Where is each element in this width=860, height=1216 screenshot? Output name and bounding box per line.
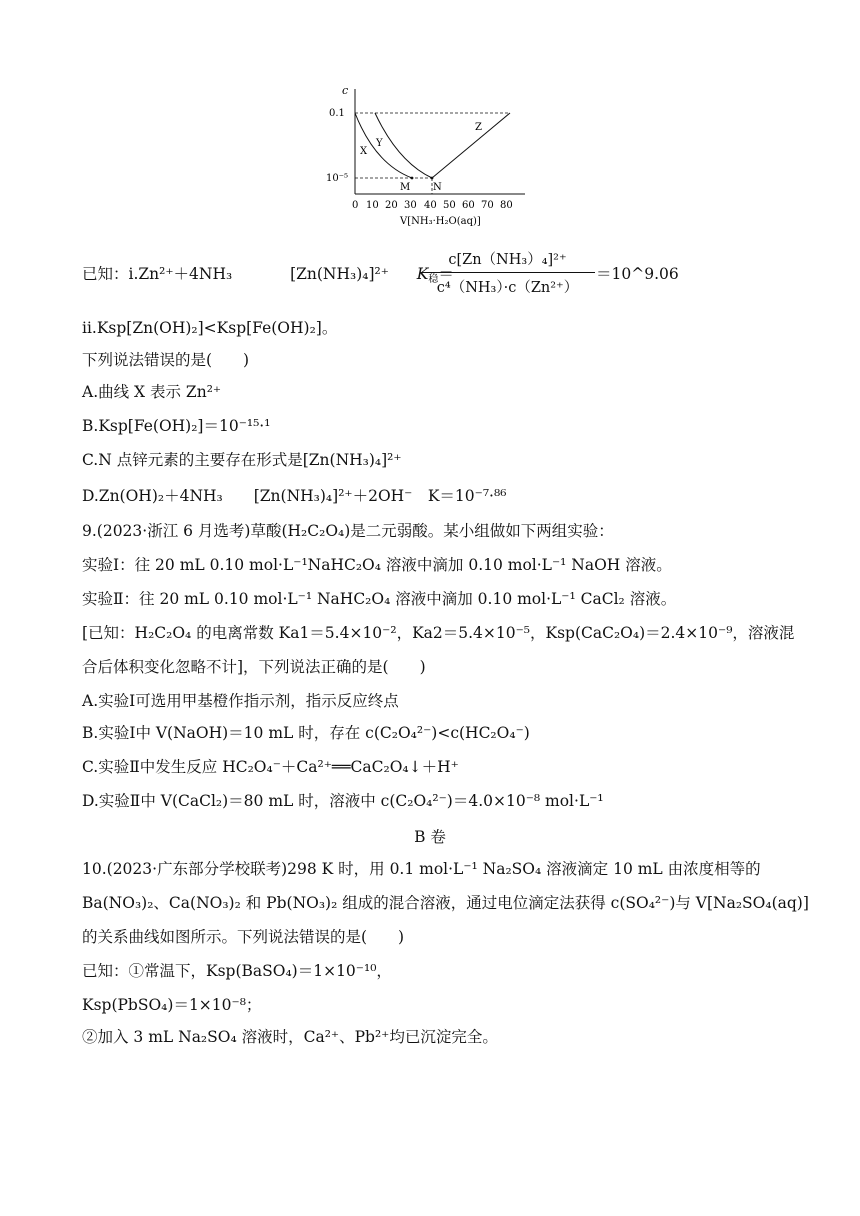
- x-tick: 50: [443, 200, 456, 211]
- known-i: 已知：ⅰ.Zn²⁺＋4NH₃ [Zn(NH₃)₄]²⁺ $K_稳=$: [82, 265, 454, 285]
- q10-line-3: 的关系曲线如图所示。下列说法错误的是( ): [82, 928, 405, 946]
- q9-known-2: 合后体积变化忽略不计]，下列说法正确的是( ): [82, 658, 426, 676]
- curve-x-label: X: [360, 146, 368, 157]
- q8-option-b: B.Ksp[Fe(OH)₂]＝10⁻¹⁵·¹: [82, 417, 271, 435]
- curve-z-label: Z: [475, 122, 482, 133]
- q8-stem: 下列说法错误的是( ): [82, 351, 250, 369]
- q9-option-a: A.实验Ⅰ可选用甲基橙作指示剂，指示反应终点: [82, 692, 399, 710]
- q9-option-d: D.实验Ⅱ中 V(CaCl₂)＝80 mL 时，溶液中 c(C₂O₄²⁻)＝4.0×10⁻⁸ mol·L⁻¹: [82, 792, 604, 810]
- x-axis-label: V[NH₃·H₂O(aq)]: [400, 216, 481, 227]
- concentration-figure: [320, 84, 560, 232]
- x-tick: 20: [385, 200, 398, 211]
- x-tick: 30: [404, 200, 417, 211]
- x-tick: 10: [366, 200, 379, 211]
- x-tick: 40: [424, 200, 437, 211]
- q10-line-1: 10.(2023·广东部分学校联考)298 K 时，用 0.1 mol·L⁻¹ Na₂SO₄ 溶液滴定 10 mL 由浓度相等的: [82, 860, 761, 878]
- q8-option-d: D.Zn(OH)₂＋4NH₃ [Zn(NH₃)₄]²⁺＋2OH⁻ K＝10⁻⁷·⁸⁶: [82, 487, 507, 505]
- y-tick-1e-5: 10⁻⁵: [326, 173, 349, 184]
- q10-known-1: 已知：①常温下，Ksp(BaSO₄)＝1×10⁻¹⁰，: [82, 962, 392, 980]
- curve-z: [432, 113, 510, 178]
- q10-line-2: Ba(NO₃)₂、Ca(NO₃)₂ 和 Pb(NO₃)₂ 组成的混合溶液，通过电位滴定法获得 c(SO₄²⁻)与 V[Na₂SO₄(aq)]: [82, 894, 809, 912]
- q10-known-2: Ksp(PbSO₄)＝1×10⁻⁸；: [82, 996, 262, 1014]
- curve-y-label: Y: [376, 138, 383, 149]
- point-m-label: M: [400, 182, 411, 193]
- x-tick: 80: [500, 200, 513, 211]
- q9-option-c: C.实验Ⅱ中发生反应 HC₂O₄⁻＋Ca²⁺══CaC₂O₄↓＋H⁺: [82, 758, 459, 776]
- q9-option-b: B.实验Ⅰ中 V(NaOH)＝10 mL 时，存在 c(C₂O₄²⁻)<c(HC₂O₄⁻): [82, 724, 530, 742]
- known-ii: ⅱ.Ksp[Zn(OH)₂]<Ksp[Fe(OH)₂]。: [82, 319, 338, 337]
- section-b-heading: B 卷: [414, 828, 446, 846]
- q10-known-3: ②加入 3 mL Na₂SO₄ 溶液时，Ca²⁺、Pb²⁺均已沉淀完全。: [82, 1028, 498, 1046]
- q8-option-c: C.N 点锌元素的主要存在形式是[Zn(NH₃)₄]²⁺: [82, 451, 402, 469]
- q8-option-a: A.曲线 X 表示 Zn²⁺: [82, 383, 222, 401]
- known-i-rhs: ＝10^9.06: [596, 265, 679, 283]
- y-axis-label: c: [342, 84, 349, 97]
- x-tick: 70: [481, 200, 494, 211]
- equilibrium-fraction: $\frac{\text{c[Zn（NH₃）₄]²⁺}}{\text{c⁴（NH₃）·c（Zn²⁺）}}$: [420, 248, 595, 297]
- q9-exp1: 实验Ⅰ：往 20 mL 0.10 mol·L⁻¹NaHC₂O₄ 溶液中滴加 0.10 mol·L⁻¹ NaOH 溶液。: [82, 556, 672, 574]
- q9-known-1: [已知：H₂C₂O₄ 的电离常数 Ka1＝5.4×10⁻²，Ka2＝5.4×10⁻⁵，Ksp(CaC₂O₄)＝2.4×10⁻⁹，溶液混: [82, 624, 795, 642]
- x-tick: 0: [352, 200, 359, 211]
- q9-exp2: 实验Ⅱ：往 20 mL 0.10 mol·L⁻¹ NaHC₂O₄ 溶液中滴加 0.10 mol·L⁻¹ CaCl₂ 溶液。: [82, 590, 677, 608]
- y-tick-0.1: 0.1: [329, 108, 345, 119]
- x-tick: 60: [462, 200, 475, 211]
- curve-y: [375, 113, 432, 178]
- point-n-label: N: [433, 182, 442, 193]
- q9-title: 9.(2023·浙江 6 月选考)草酸(H₂C₂O₄)是二元弱酸。某小组做如下两组实验：: [82, 522, 614, 540]
